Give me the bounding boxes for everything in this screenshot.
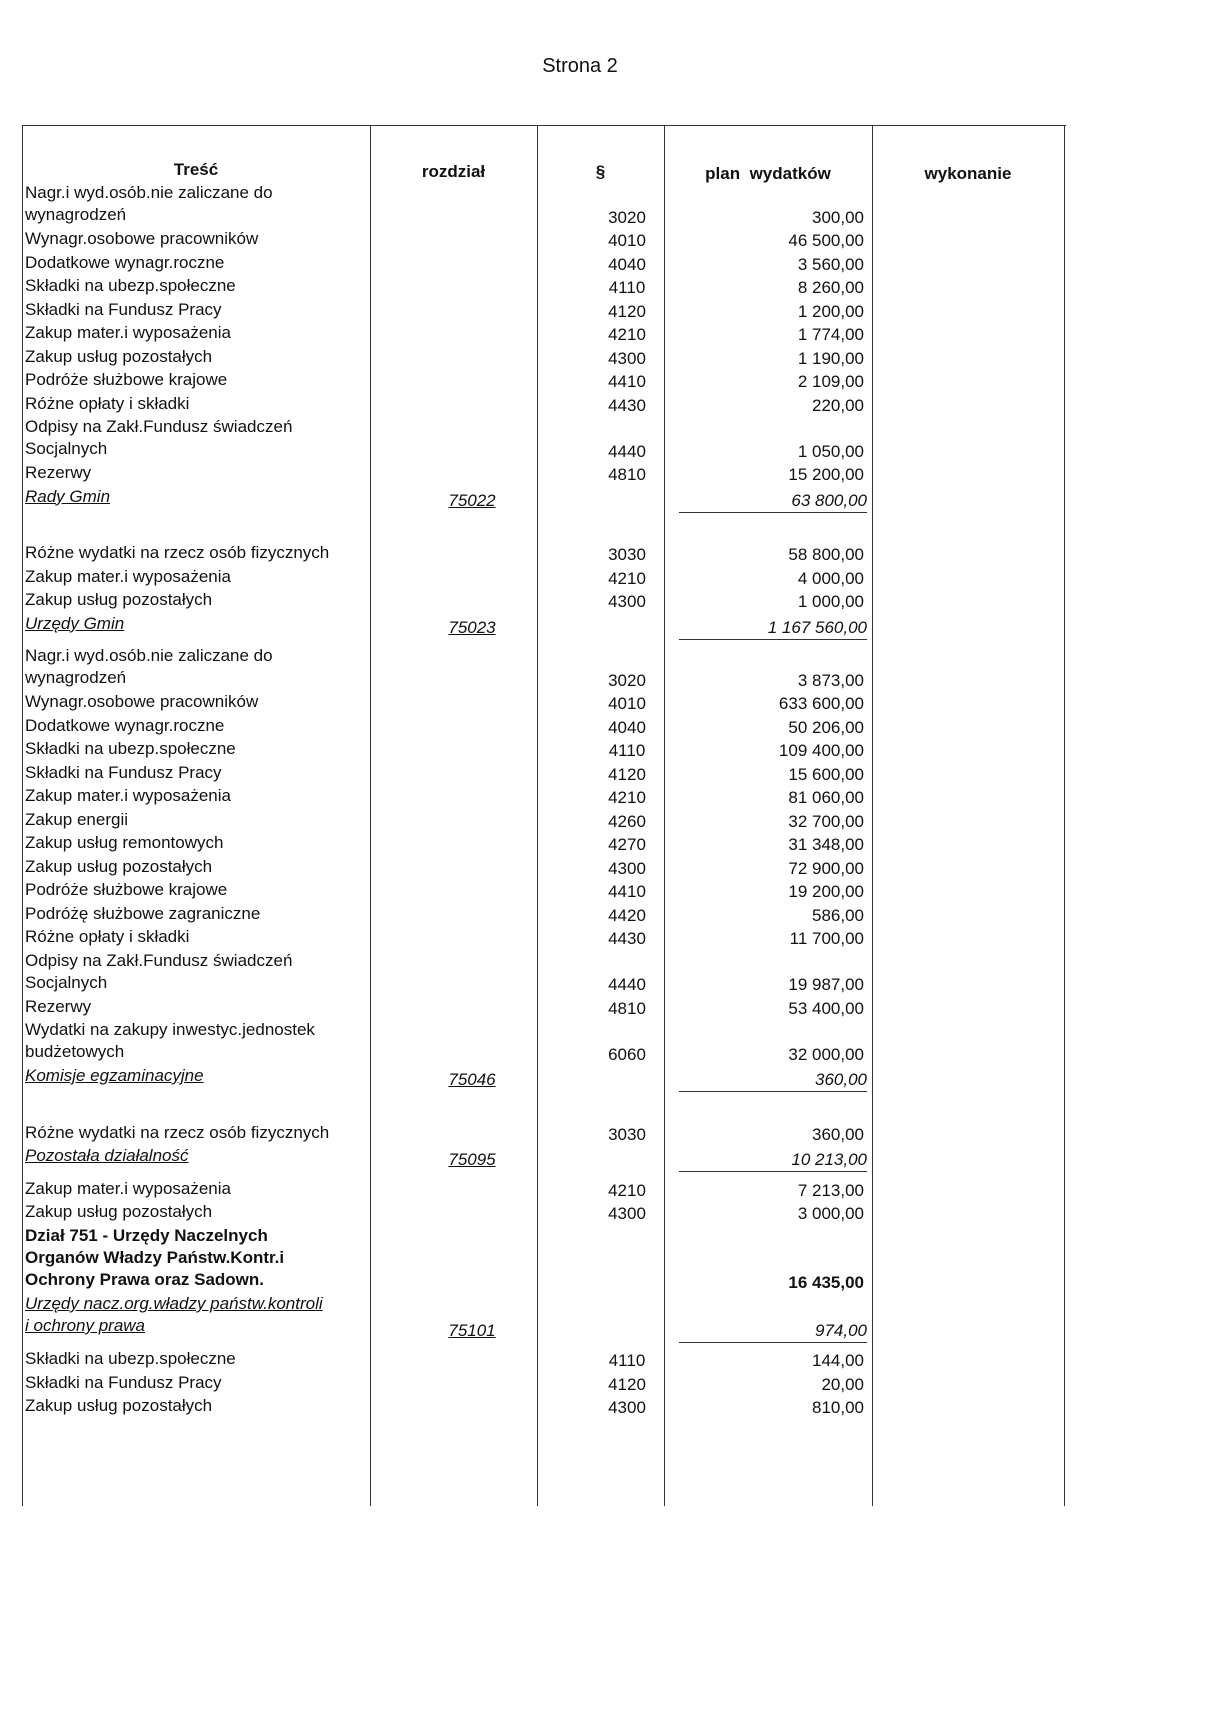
description-line: Odpisy na Zakł.Fundusz świadczeń (25, 417, 293, 436)
paragraf-cell: 4120 (608, 764, 646, 784)
paragraf-cell: 4210 (608, 1180, 646, 1200)
description-line: Zakup energii (25, 809, 129, 829)
row-description (25, 542, 365, 564)
paragraf-cell: 4300 (608, 592, 646, 611)
paragraf-cell: 3030 (608, 545, 646, 564)
description-line: Ochrony Prawa oraz Sadown. (25, 1269, 265, 1289)
description-line: Podróżę służbowe zagraniczne (25, 903, 261, 923)
rozdzial-cell: 75046 (448, 1070, 496, 1089)
row-description (25, 393, 365, 415)
plan-cell: 58 800,00 (788, 545, 864, 564)
expenditure-table (22, 125, 1066, 1506)
row-description (25, 926, 365, 948)
row-description (25, 715, 365, 737)
plan-cell: 109 400,00 (778, 741, 864, 760)
row-description (25, 903, 365, 925)
paragraf-cell: 4300 (608, 1204, 646, 1223)
rozdzial-cell: 75023 (448, 617, 496, 637)
row-description (25, 416, 365, 460)
plan-cell: 31 348,00 (788, 835, 864, 854)
paragraf-cell: 4040 (608, 254, 646, 274)
row-description (25, 762, 365, 784)
row-description (25, 369, 365, 391)
description-line: Zakup usług pozostałych (25, 1396, 213, 1415)
paragraf-cell: 4210 (608, 788, 646, 807)
row-description (25, 346, 365, 368)
description-line: Zakup usług pozostałych (25, 1202, 213, 1221)
column-divider (537, 126, 538, 1506)
description-line: i ochrony prawa (25, 1316, 146, 1335)
row-description (25, 1225, 365, 1291)
description-line: Zakup usług remontowych (25, 833, 224, 852)
plan-cell: 1 200,00 (797, 301, 864, 321)
row-description (25, 613, 365, 635)
description-line: Składki na Fundusz Pracy (25, 1372, 222, 1392)
plan-cell: 633 600,00 (778, 694, 864, 713)
paragraf-cell: 4110 (608, 278, 646, 297)
description-line: Podróże służbowe krajowe (25, 880, 228, 899)
description-line: Rezerwy (25, 996, 92, 1016)
plan-cell: 1 000,00 (797, 592, 864, 611)
plan-cell: 81 060,00 (788, 788, 864, 807)
row-description (25, 252, 365, 274)
paragraf-cell: 3020 (608, 670, 646, 690)
description-line: Pozostała działalność (25, 1146, 189, 1165)
row-description (25, 462, 365, 484)
description-line: Dział 751 - Urzędy Naczelnych (25, 1225, 268, 1245)
plan-cell: 15 600,00 (788, 764, 864, 784)
row-description (25, 809, 365, 831)
paragraf-cell: 3030 (608, 1124, 646, 1144)
row-description (25, 275, 365, 297)
paragraf-cell: 4440 (608, 975, 646, 994)
plan-cell: 4 000,00 (797, 568, 864, 588)
description-line: Różne opłaty i składki (25, 393, 190, 413)
plan-cell: 19 987,00 (788, 975, 864, 994)
row-description (25, 832, 365, 854)
plan-cell: 1 050,00 (797, 441, 864, 461)
rozdzial-cell: 75095 (448, 1150, 496, 1169)
column-divider (22, 126, 23, 1506)
description-line: Zakup mater.i wyposażenia (25, 566, 231, 586)
plan-cell: 72 900,00 (788, 858, 864, 878)
row-description (25, 879, 365, 901)
row-description (25, 785, 365, 807)
description-line: Wynagr.osobowe pracowników (25, 692, 259, 711)
plan-cell: 10 213,00 (679, 1149, 867, 1172)
description-line: Składki na Fundusz Pracy (25, 762, 222, 782)
header-wykonanie: wykonanie (924, 164, 1012, 183)
description-line: Urzędy nacz.org.władzy państw.kontroli (25, 1294, 323, 1313)
row-description (25, 1372, 365, 1394)
column-divider (872, 126, 873, 1506)
row-description (25, 299, 365, 321)
description-line: Składki na ubezp.społeczne (25, 739, 236, 758)
description-line: Socjalnych (25, 439, 108, 458)
paragraf-cell: 4010 (608, 231, 646, 250)
header-plan: plan wydatków (705, 164, 831, 183)
description-line: Organów Władzy Państw.Kontr.i (25, 1247, 285, 1267)
row-description (25, 1395, 365, 1417)
description-line: budżetowych (25, 1042, 125, 1061)
plan-cell: 11 700,00 (789, 929, 864, 948)
description-line: Zakup usług pozostałych (25, 590, 213, 609)
paragraf-cell: 4410 (608, 372, 646, 391)
paragraf-cell: 4040 (608, 717, 646, 737)
paragraf-cell: 4300 (608, 348, 646, 368)
header-rozdzial: rozdział (421, 162, 486, 181)
row-description (25, 1178, 365, 1200)
row-description (25, 228, 365, 250)
paragraf-cell: 4420 (608, 905, 646, 925)
paragraf-cell: 4210 (608, 568, 646, 588)
plan-cell: 53 400,00 (788, 998, 864, 1018)
plan-cell: 360,00 (679, 1069, 867, 1092)
paragraf-cell: 3020 (608, 207, 646, 227)
description-line: Socjalnych (25, 972, 108, 992)
description-line: wynagrodzeń (25, 668, 127, 687)
column-divider (1064, 126, 1065, 1506)
description-line: Dodatkowe wynagr.roczne (25, 715, 225, 735)
description-line: wynagrodzeń (25, 205, 127, 224)
description-line: Składki na ubezp.społeczne (25, 276, 236, 295)
paragraf-cell: 4810 (608, 998, 646, 1018)
description-line: Rezerwy (25, 463, 92, 482)
row-description (25, 566, 365, 588)
row-description (25, 182, 365, 226)
row-description (25, 1019, 365, 1063)
description-line: Wydatki na zakupy inwestyc.jednostek (25, 1020, 315, 1039)
paragraf-cell: 4300 (608, 858, 646, 878)
page-number: Strona 2 (542, 55, 618, 77)
plan-cell: 15 200,00 (788, 465, 864, 484)
row-description (25, 589, 365, 611)
paragraf-cell: 4300 (608, 1398, 646, 1417)
plan-cell: 63 800,00 (679, 490, 867, 513)
row-description (25, 1201, 365, 1223)
rozdzial-cell: 75022 (448, 490, 496, 510)
plan-cell: 1 190,00 (797, 348, 864, 368)
paragraf-cell: 4120 (608, 301, 646, 321)
description-line: Rady Gmin (25, 486, 111, 506)
paragraf-cell: 4120 (608, 1374, 646, 1394)
description-line: Podróże służbowe krajowe (25, 370, 228, 389)
row-description (25, 486, 365, 508)
row-description (25, 856, 365, 878)
plan-cell: 19 200,00 (788, 882, 864, 901)
description-line: Różne wydatki na rzecz osób fizycznych (25, 1122, 330, 1142)
rozdzial-cell: 75101 (448, 1320, 496, 1340)
plan-cell: 1 167 560,00 (679, 617, 867, 640)
description-line: Zakup mater.i wyposażenia (25, 323, 231, 342)
row-description (25, 645, 365, 689)
description-line: Wynagr.osobowe pracowników (25, 229, 259, 248)
plan-cell: 32 000,00 (788, 1044, 864, 1064)
paragraf-cell: 4810 (608, 465, 646, 484)
plan-cell: 360,00 (812, 1124, 864, 1144)
description-line: Składki na Fundusz Pracy (25, 299, 222, 319)
row-description (25, 691, 365, 713)
row-description (25, 1145, 365, 1167)
paragraf-cell: 4010 (608, 694, 646, 713)
row-description (25, 1348, 365, 1370)
description-line: Zakup mater.i wyposażenia (25, 1178, 231, 1198)
description-line: Zakup usług pozostałych (25, 856, 213, 876)
plan-cell: 1 774,00 (797, 325, 864, 344)
header-tresc: Treść (173, 160, 219, 179)
paragraf-cell: 4430 (608, 929, 646, 948)
row-description (25, 950, 365, 994)
row-description (25, 1065, 365, 1087)
description-line: Nagr.i wyd.osób.nie zaliczane do (25, 646, 273, 665)
plan-cell: 300,00 (812, 207, 864, 227)
plan-cell: 8 260,00 (797, 278, 864, 297)
plan-cell: 3 000,00 (797, 1204, 864, 1223)
plan-cell: 50 206,00 (788, 717, 864, 737)
paragraf-cell: 4410 (608, 882, 646, 901)
description-line: Odpisy na Zakł.Fundusz świadczeń (25, 950, 293, 970)
description-line: Różne opłaty i składki (25, 927, 190, 946)
row-description (25, 738, 365, 760)
plan-cell: 586,00 (812, 905, 864, 925)
header-paragraf: § (595, 162, 606, 181)
description-line: Zakup usług pozostałych (25, 346, 213, 366)
paragraf-cell: 4430 (608, 395, 646, 415)
description-line: Zakup mater.i wyposażenia (25, 786, 231, 805)
description-line: Komisje egzaminacyjne (25, 1066, 204, 1085)
description-line: Urzędy Gmin (25, 613, 125, 633)
paragraf-cell: 6060 (608, 1044, 646, 1064)
plan-cell: 220,00 (812, 395, 864, 415)
description-line: Nagr.i wyd.osób.nie zaliczane do (25, 183, 273, 202)
row-description (25, 1122, 365, 1144)
paragraf-cell: 4210 (608, 325, 646, 344)
description-line: Składki na ubezp.społeczne (25, 1349, 236, 1368)
row-description (25, 1293, 365, 1337)
plan-cell: 3 873,00 (797, 670, 864, 690)
plan-cell: 7 213,00 (797, 1180, 864, 1200)
plan-cell: 16 435,00 (788, 1272, 864, 1292)
description-line: Różne wydatki na rzecz osób fizycznych (25, 543, 330, 562)
row-description (25, 996, 365, 1018)
plan-cell: 20,00 (821, 1374, 864, 1394)
paragraf-cell: 4270 (608, 835, 646, 854)
plan-cell: 32 700,00 (788, 811, 864, 831)
paragraf-cell: 4110 (608, 1351, 646, 1370)
plan-cell: 2 109,00 (797, 372, 864, 391)
plan-cell: 3 560,00 (797, 254, 864, 274)
plan-cell: 144,00 (812, 1351, 864, 1370)
paragraf-cell: 4260 (608, 811, 646, 831)
paragraf-cell: 4110 (608, 741, 646, 760)
plan-cell: 46 500,00 (788, 231, 864, 250)
description-line: Dodatkowe wynagr.roczne (25, 252, 225, 272)
plan-cell: 810,00 (812, 1398, 864, 1417)
column-divider (370, 126, 371, 1506)
plan-cell: 974,00 (679, 1320, 867, 1343)
row-description (25, 322, 365, 344)
paragraf-cell: 4440 (608, 441, 646, 461)
